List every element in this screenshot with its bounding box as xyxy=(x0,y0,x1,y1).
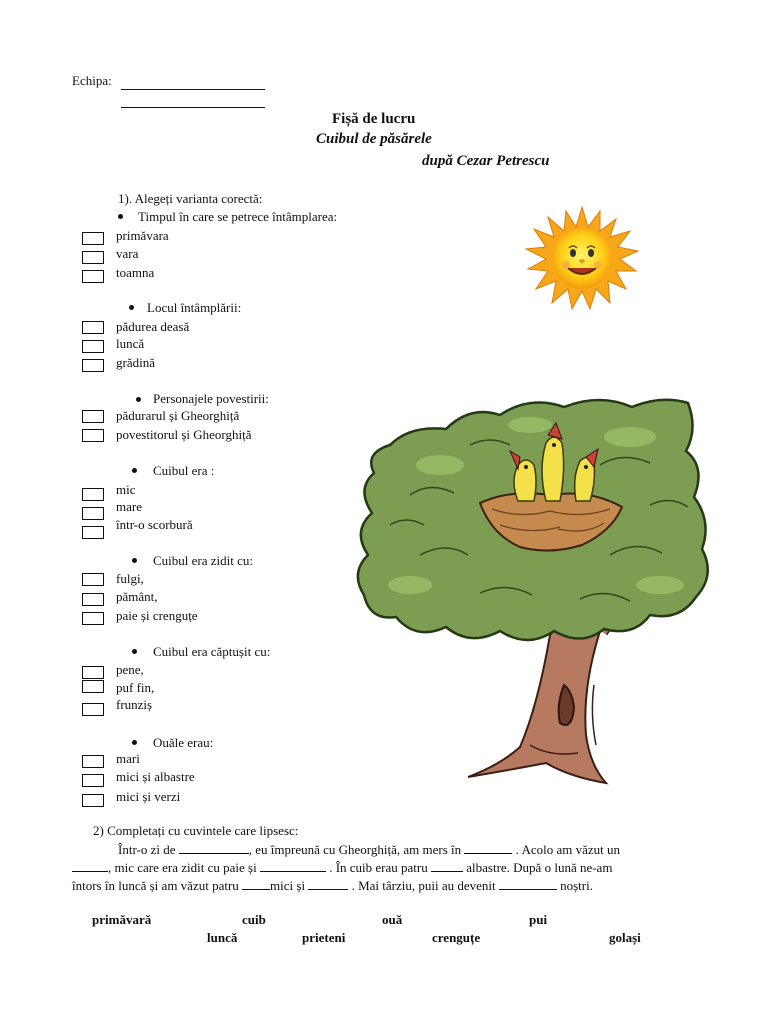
team-name-line-2[interactable] xyxy=(121,107,265,108)
blank-chicks[interactable] xyxy=(242,878,270,890)
checkbox-small-green[interactable] xyxy=(82,794,104,807)
question-time: Timpul în care se petrece întâmplarea: xyxy=(138,209,338,224)
checkbox-dense-forest[interactable] xyxy=(82,321,104,334)
checkbox-meadow[interactable] xyxy=(82,340,104,353)
word-bank-item: cuib xyxy=(242,912,266,927)
bullet-icon xyxy=(129,305,134,310)
story-title: Cuibul de păsărele xyxy=(316,131,432,147)
word-bank-item: crenguțe xyxy=(432,930,481,945)
word-bank-item: primăvară xyxy=(92,912,152,927)
exercise2-heading: 2) Completați cu cuvintele care lipsesc: xyxy=(93,823,299,838)
exercise1-heading: 1). Alegeți varianta corectă: xyxy=(118,191,263,206)
option-pene: pene, xyxy=(116,662,144,677)
option-fine-down: puf fin, xyxy=(116,680,155,695)
checkbox-forester[interactable] xyxy=(82,410,104,423)
checkbox-small-blue[interactable] xyxy=(82,774,104,787)
word-bank-item: luncă xyxy=(207,930,238,945)
worksheet-title: Fișă de lucru xyxy=(332,111,416,127)
option-meadow: luncă xyxy=(116,336,145,351)
option-straw-twigs: paie și crenguțe xyxy=(116,608,198,623)
bullet-icon xyxy=(132,649,137,654)
line2-text-c: albastre. După o lună ne-am xyxy=(463,860,613,875)
checkbox-autumn[interactable] xyxy=(82,270,104,283)
checkbox-feathers[interactable] xyxy=(82,573,104,586)
paragraph-line-1 xyxy=(118,840,620,859)
option-small-blue: mici și albastre xyxy=(116,769,195,784)
option-spring: primăvara xyxy=(116,228,169,243)
team-label: Echipa: xyxy=(72,73,112,88)
checkbox-foliage[interactable] xyxy=(82,703,104,716)
checkbox-large[interactable] xyxy=(82,755,104,768)
word-bank-item: pui xyxy=(529,912,548,927)
paragraph-line-2 xyxy=(72,858,612,877)
checkbox-pene[interactable] xyxy=(82,666,104,679)
checkbox-narrator[interactable] xyxy=(82,429,104,442)
option-hollow: într-o scorbură xyxy=(116,517,193,532)
question-eggs: Ouăle erau: xyxy=(153,735,214,750)
word-bank-item: prieteni xyxy=(302,930,346,945)
question-nest-size: Cuibul era : xyxy=(153,463,215,478)
tree-trunk xyxy=(468,619,606,783)
option-forester: pădurarul și Gheorghiță xyxy=(116,408,240,423)
question-built-with: Cuibul era zidit cu: xyxy=(153,553,254,568)
checkbox-hollow[interactable] xyxy=(82,526,104,539)
word-bank-item: golași xyxy=(609,930,641,945)
checkbox-small[interactable] xyxy=(82,488,104,501)
checkbox-big[interactable] xyxy=(82,507,104,520)
sun-illustration xyxy=(522,205,642,313)
checkbox-garden[interactable] xyxy=(82,359,104,372)
bullet-icon xyxy=(118,214,123,219)
checkbox-straw-twigs[interactable] xyxy=(82,612,104,625)
blank-naked[interactable] xyxy=(308,878,348,890)
bullet-icon xyxy=(132,558,137,563)
blank-eggs[interactable] xyxy=(431,860,463,872)
bullet-icon xyxy=(132,468,137,473)
option-dense-forest: pădurea deasă xyxy=(116,319,190,334)
option-earth: pământ, xyxy=(116,589,158,604)
checkbox-summer[interactable] xyxy=(82,251,104,264)
option-small: mic xyxy=(116,482,136,497)
line3-text-c: . Mai târziu, puii au devenit xyxy=(348,878,499,893)
option-small-green: mici și verzi xyxy=(116,789,181,804)
blank-friends[interactable] xyxy=(499,878,557,890)
paragraph-line-3 xyxy=(72,876,593,895)
team-name-line-1[interactable] xyxy=(121,89,265,90)
blank-season[interactable] xyxy=(179,842,249,854)
line1-text-b: , eu împreună cu Gheorghiță, am mers în xyxy=(248,842,465,857)
option-feathers: fulgi, xyxy=(116,571,144,586)
checkbox-spring[interactable] xyxy=(82,232,104,245)
option-garden: grădină xyxy=(116,355,155,370)
blank-twigs[interactable] xyxy=(260,860,326,872)
question-place: Locul întâmplării: xyxy=(147,300,242,315)
story-author: după Cezar Petrescu xyxy=(422,153,550,169)
line2-text-b: . În cuib erau patru xyxy=(325,860,431,875)
checkbox-earth[interactable] xyxy=(82,593,104,606)
option-large: mari xyxy=(116,751,140,766)
option-foliage: frunziș xyxy=(116,697,153,712)
line3-text-b: mici și xyxy=(270,878,309,893)
bullet-icon xyxy=(136,397,141,402)
word-bank-item: ouă xyxy=(382,912,403,927)
bullet-icon xyxy=(132,740,137,745)
checkbox-fine-down[interactable] xyxy=(82,680,104,693)
option-autumn: toamna xyxy=(116,265,155,280)
option-narrator: povestitorul și Gheorghiță xyxy=(116,427,252,442)
line3-text-d: noștri. xyxy=(556,878,593,893)
question-characters: Personajele povestirii: xyxy=(153,391,269,406)
blank-place[interactable] xyxy=(464,842,512,854)
line1-text-c: . Acolo am văzut un xyxy=(512,842,620,857)
line2-text-a: , mic care era zidit cu paie și xyxy=(108,860,260,875)
option-summer: vara xyxy=(116,246,139,261)
line1-text-a: Într-o zi de xyxy=(118,842,179,857)
line3-text-a: întors în luncă și am văzut patru xyxy=(72,878,243,893)
option-big: mare xyxy=(116,499,142,514)
tree-nest-illustration xyxy=(350,385,722,785)
blank-nest[interactable] xyxy=(72,860,108,872)
question-lined-with: Cuibul era căptușit cu: xyxy=(153,644,271,659)
